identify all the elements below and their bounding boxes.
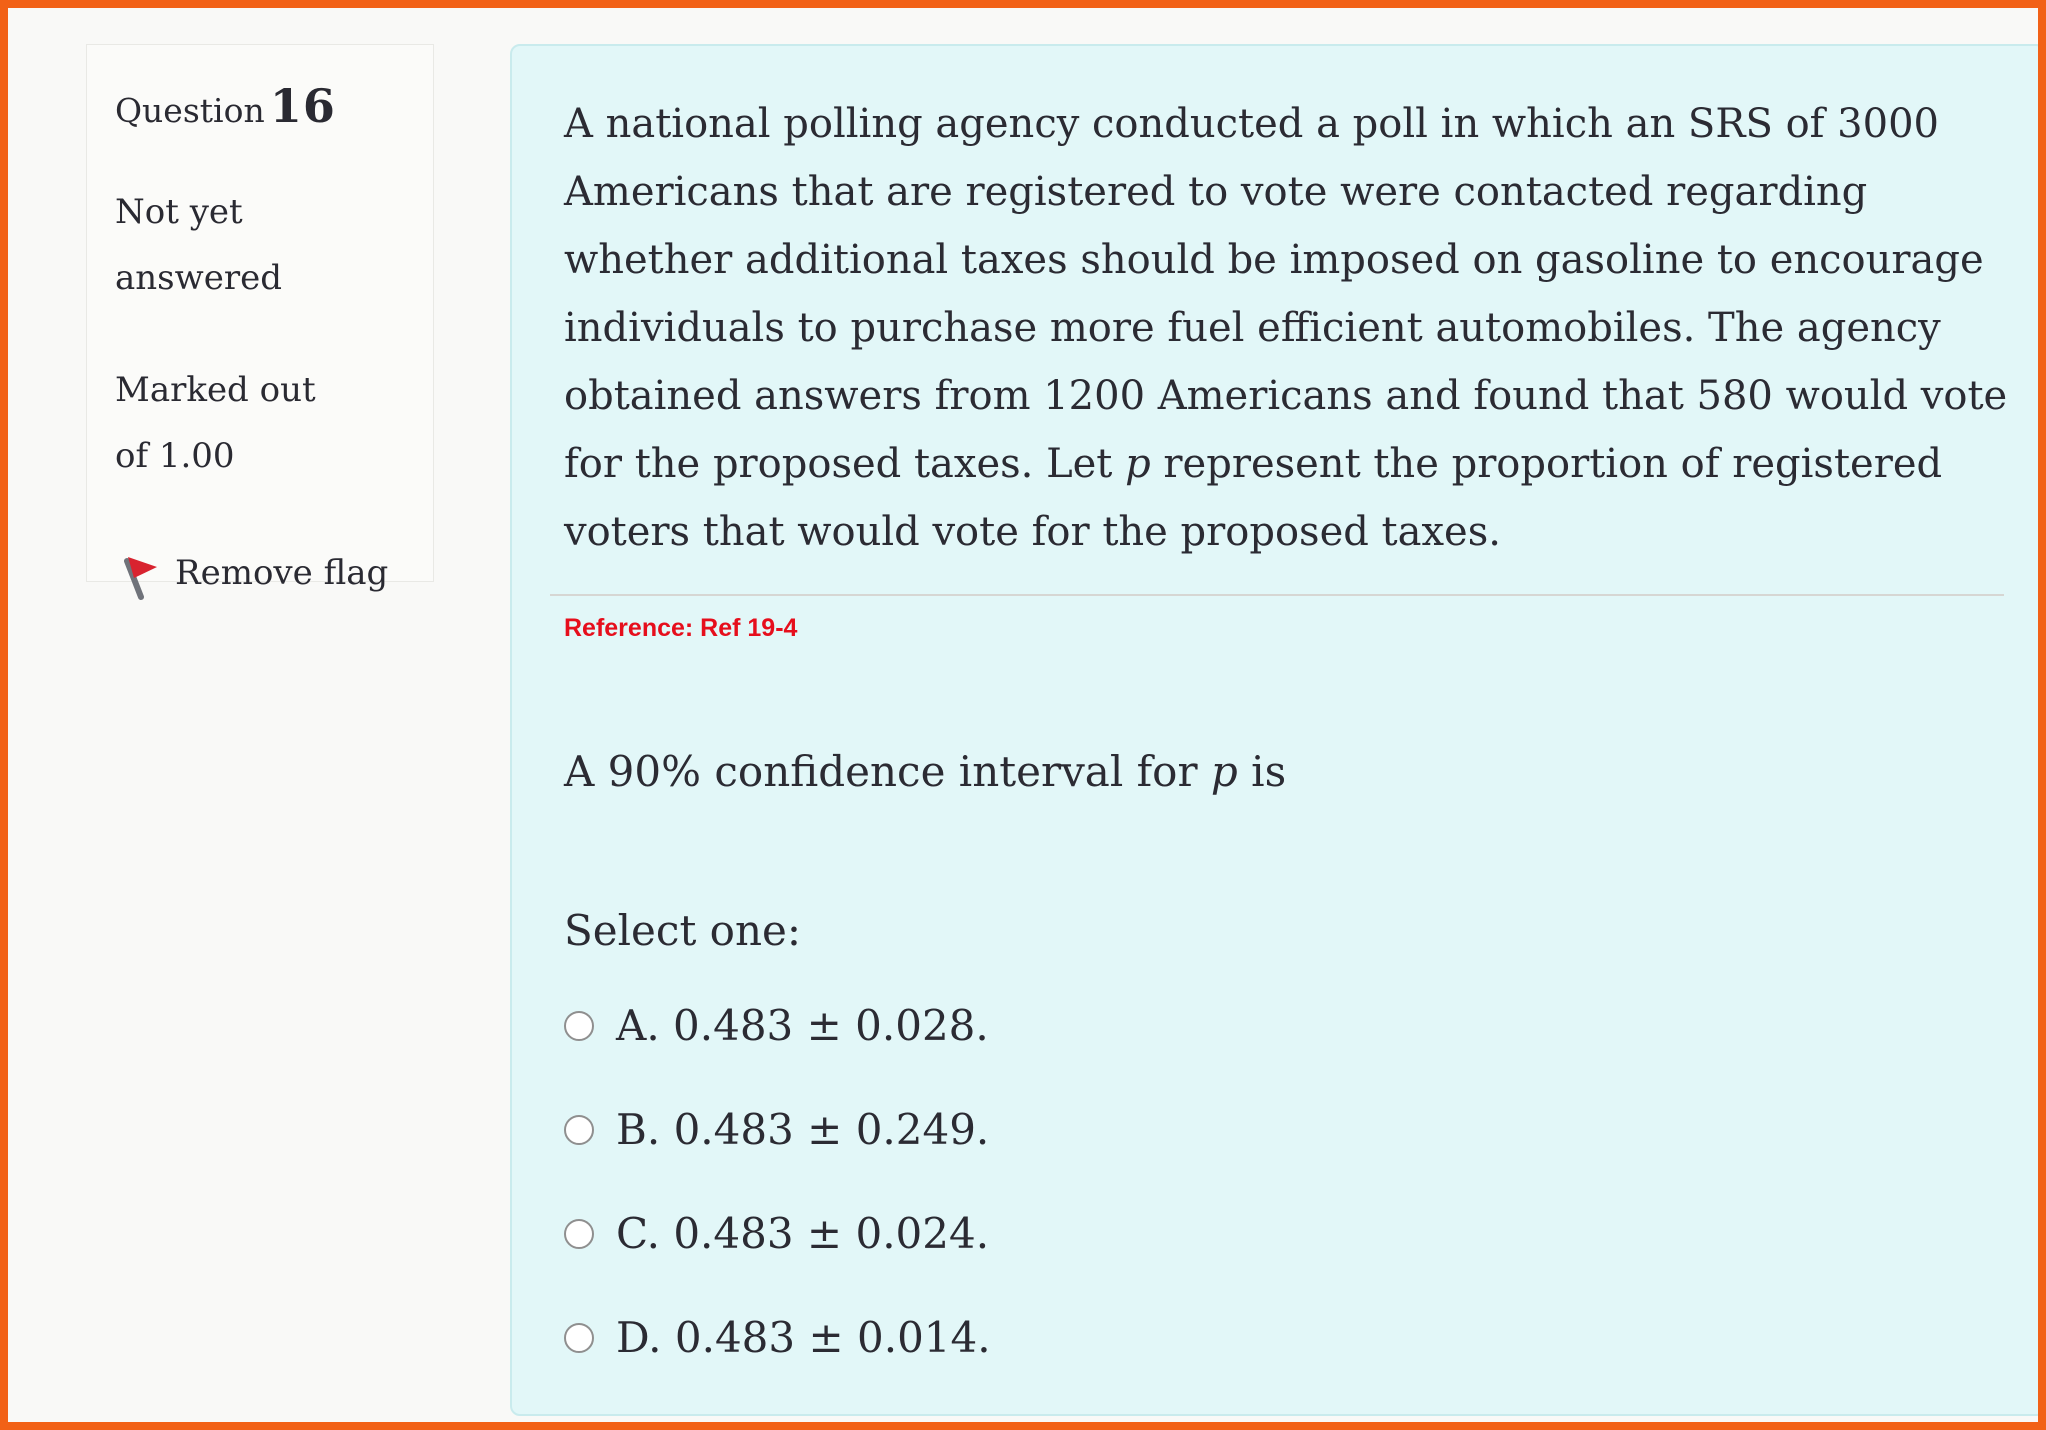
- question-label: Question: [115, 91, 265, 130]
- prompt-after: is: [1237, 747, 1287, 796]
- radio-option-a[interactable]: [564, 1011, 594, 1041]
- question-info-box: [86, 44, 434, 593]
- prompt-variable: p: [1210, 747, 1238, 796]
- remove-flag-label[interactable]: Remove flag: [175, 553, 389, 593]
- question-panel: [510, 44, 2046, 1416]
- answer-option-a[interactable]: [564, 1001, 2004, 1050]
- answer-option-d[interactable]: [564, 1313, 2004, 1362]
- option-label-c[interactable]: C. 0.483 ± 0.024.: [616, 1209, 990, 1258]
- radio-option-c[interactable]: [564, 1219, 594, 1249]
- question-text: [564, 90, 2012, 566]
- question-text-after: represent the proportion of registered voters that would vote for the proposed taxes.: [564, 441, 1943, 555]
- option-label-b[interactable]: B. 0.483 ± 0.249.: [616, 1105, 990, 1154]
- flag-icon: [115, 551, 159, 601]
- radio-option-d[interactable]: [564, 1323, 594, 1353]
- reference-label: Reference: Ref 19-4: [564, 614, 798, 642]
- question-number: 16: [269, 79, 336, 133]
- question-mark: Marked out of 1.00: [115, 370, 316, 476]
- divider: [550, 594, 2004, 596]
- question-title: [115, 79, 409, 133]
- option-label-d[interactable]: D. 0.483 ± 0.014.: [616, 1313, 991, 1362]
- question-prompt: [564, 747, 2004, 796]
- option-label-a[interactable]: A. 0.483 ± 0.028.: [616, 1001, 989, 1050]
- select-one-label: Select one:: [564, 906, 802, 955]
- answer-option-b[interactable]: [564, 1105, 2004, 1154]
- answer-options: [564, 1001, 2004, 1362]
- prompt-before: A 90% confidence interval for: [564, 747, 1211, 796]
- question-variable: p: [1125, 441, 1151, 487]
- question-text-before: A national polling agency conducted a poll in which an SRS of 3000 Americans that are registered to vote were contacted regarding whether additional taxes should be imposed on gasoline to encourage individuals to purchase more fuel efficient automobiles. The agency obtained answers from 1200 Americans and found that 580 would vote for the proposed taxes. Let: [564, 101, 2008, 487]
- question-status: Not yet answered: [115, 192, 282, 298]
- remove-flag-link[interactable]: [115, 545, 409, 601]
- answer-option-c[interactable]: [564, 1209, 2004, 1258]
- radio-option-b[interactable]: [564, 1115, 594, 1145]
